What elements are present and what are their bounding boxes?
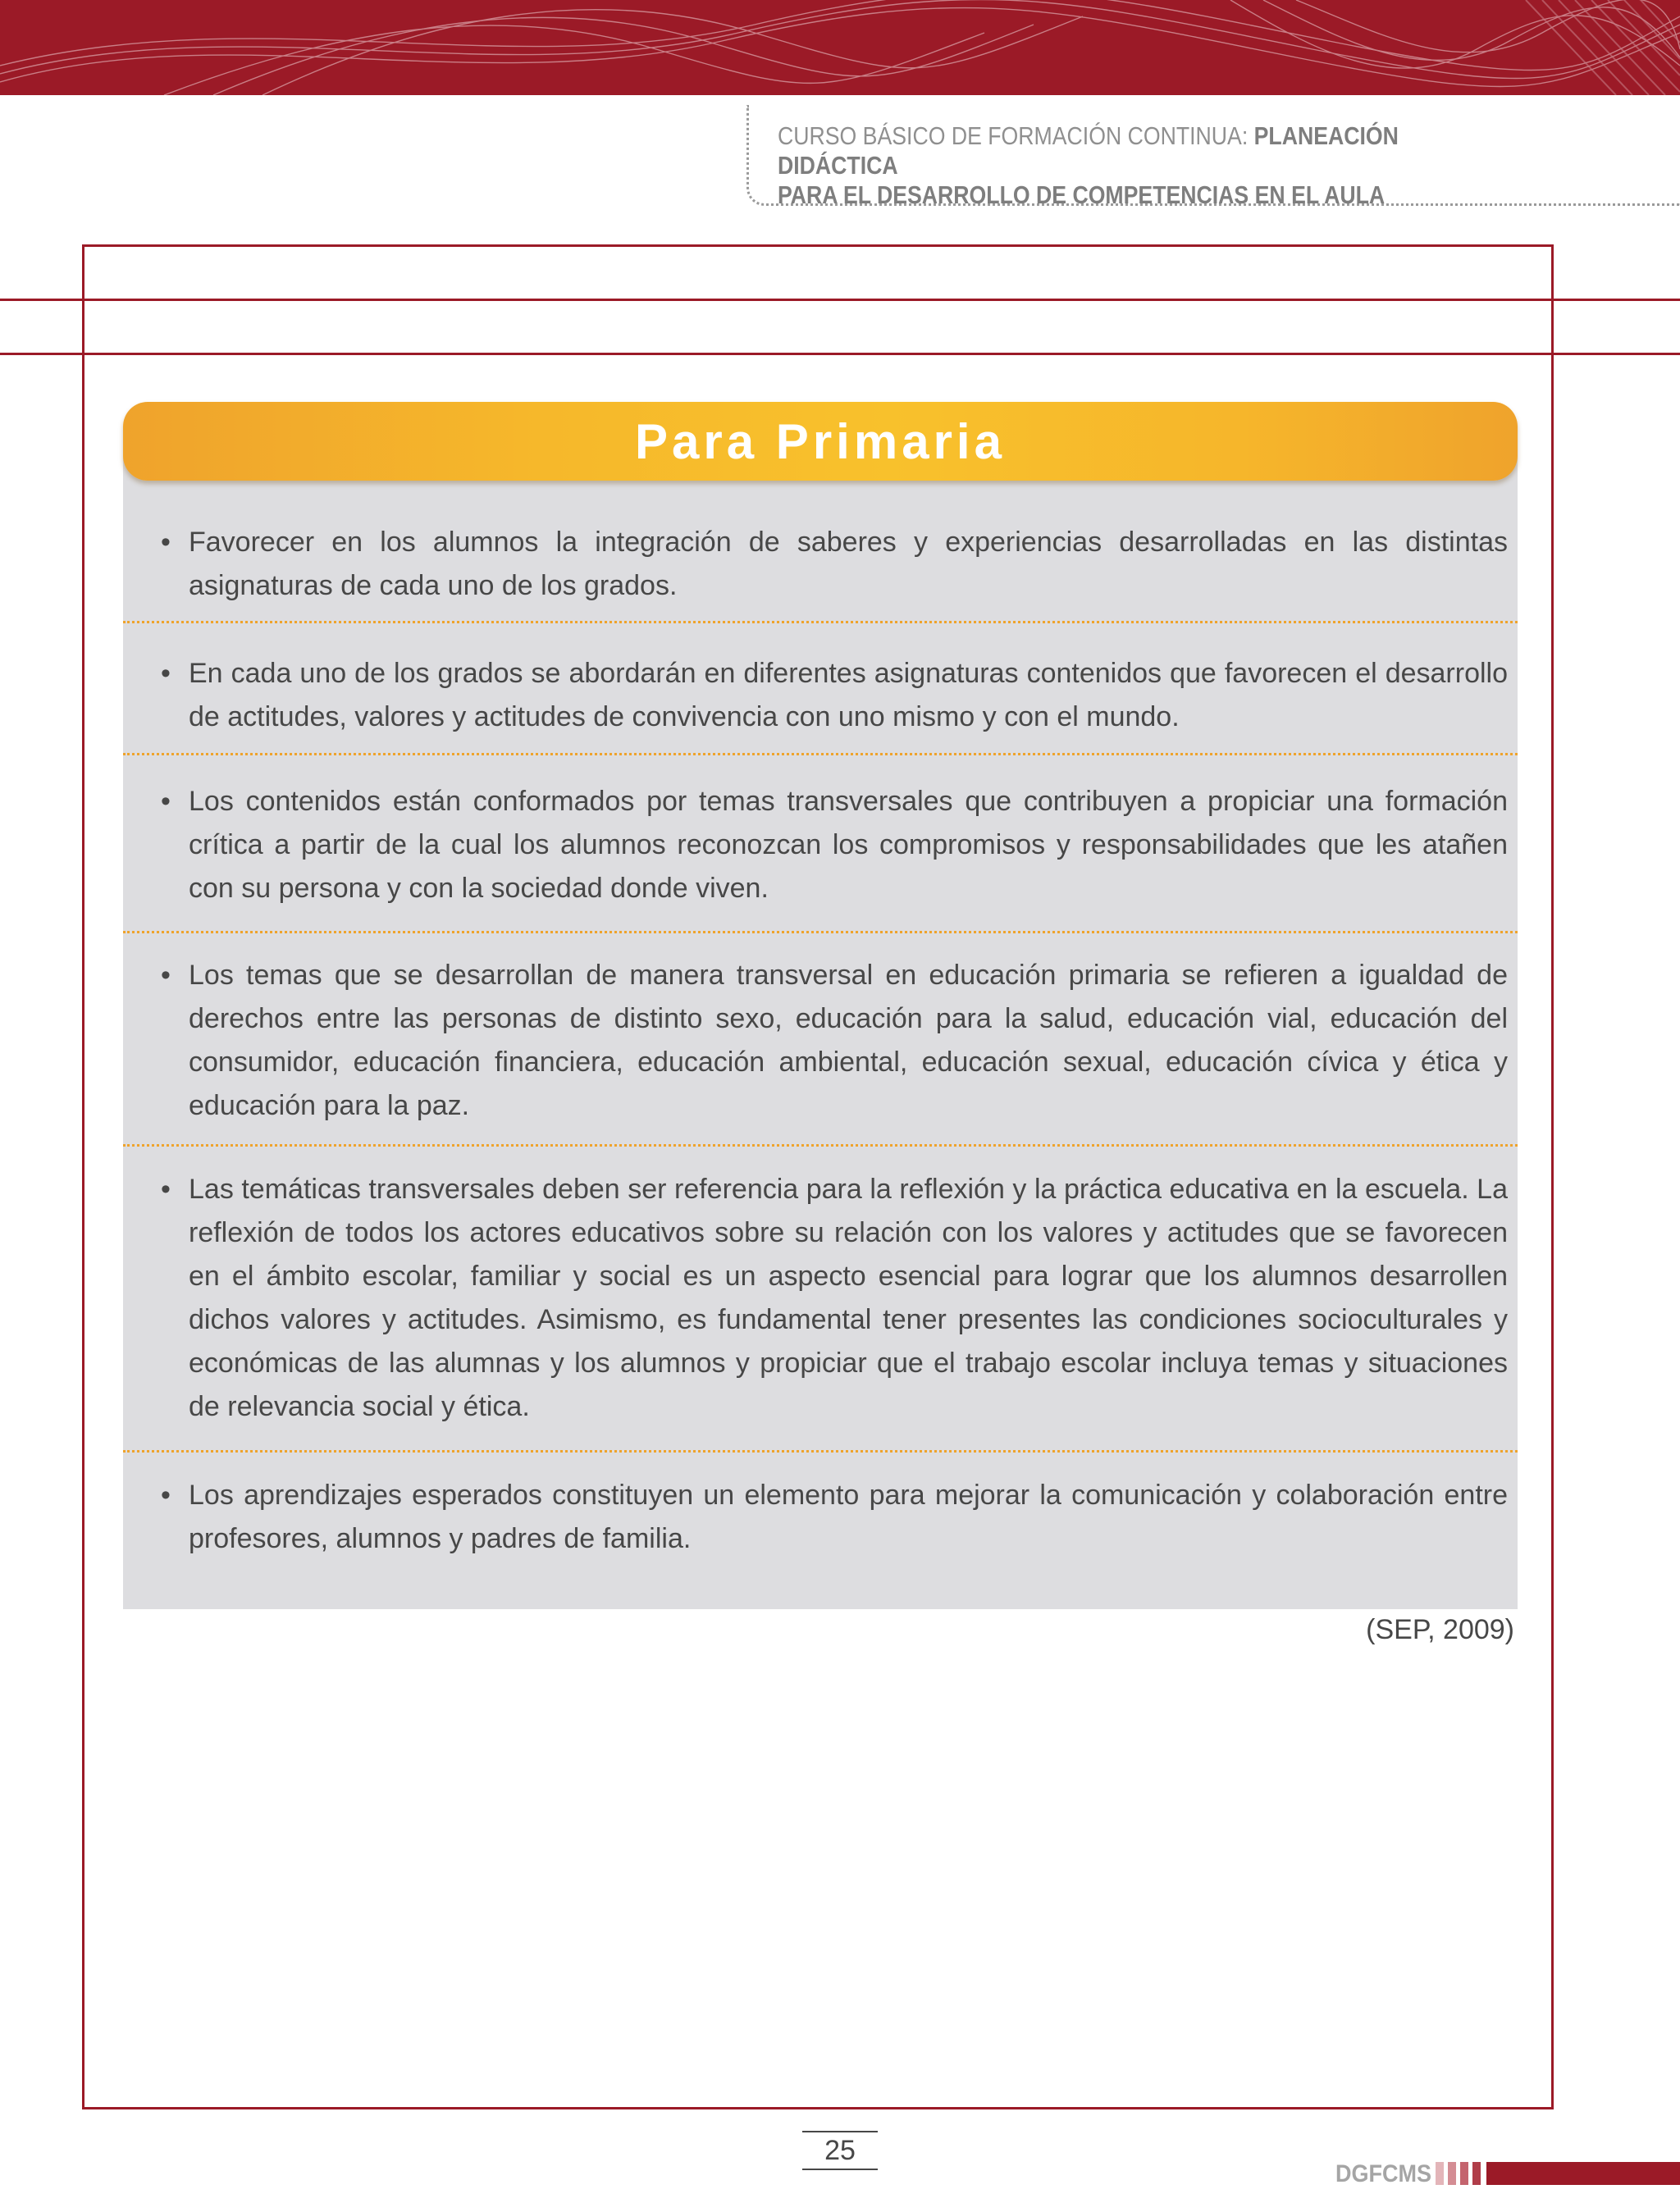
item-separator xyxy=(123,753,1518,755)
item-separator xyxy=(123,621,1518,623)
list-item xyxy=(161,1474,1508,1561)
course-header-bold-2: PARA EL DESARROLLO DE COMPETENCIAS EN EL AULA xyxy=(778,180,1386,209)
list-item xyxy=(161,1168,1508,1429)
page-number: 25 xyxy=(802,2131,878,2170)
brand-bars-decoration xyxy=(1436,2162,1481,2185)
course-header xyxy=(778,121,1483,210)
item-separator xyxy=(123,931,1518,933)
brand-label: DGFCMS xyxy=(1335,2160,1431,2187)
brand-stripe xyxy=(1486,2162,1680,2185)
bullet-icon: • xyxy=(161,1174,171,1205)
bullet-icon: • xyxy=(161,786,171,817)
citation: (SEP, 2009) xyxy=(1366,1614,1514,1645)
wave-pattern-decoration xyxy=(0,0,1680,95)
course-header-light: CURSO BÁSICO DE FORMACIÓN CONTINUA: xyxy=(778,121,1249,150)
list-item-text: Los contenidos están conformados por temas transversales que contribuyen a propiciar una formación crítica a partir de la cual los alumnos reconozcan los compromisos y responsabilidades que les atañen con su persona y con la sociedad donde viven. xyxy=(189,786,1508,904)
item-separator xyxy=(123,1450,1518,1453)
list-item-text: Favorecer en los alumnos la integración de saberes y experiencias desarrolladas en las distintas asignaturas de cada uno de los grados. xyxy=(189,527,1508,601)
list-item-text: En cada uno de los grados se abordarán en diferentes asignaturas contenidos que favorecen el desarrollo de actitudes, valores y actitudes de convivencia con uno mismo y con el mundo. xyxy=(189,658,1508,732)
list-item xyxy=(161,954,1508,1128)
list-item-text: Los aprendizajes esperados constituyen un elemento para mejorar la comunicación y colaboración entre profesores, alumnos y padres de familia. xyxy=(189,1480,1508,1554)
bullet-icon: • xyxy=(161,960,171,991)
bullet-icon: • xyxy=(161,658,171,689)
panel-title-bar xyxy=(123,402,1518,481)
list-item xyxy=(161,652,1508,739)
list-item-text: Los temas que se desarrollan de manera transversal en educación primaria se refieren a igualdad de derechos entre las personas de distinto sexo, educación para la salud, educación vial, educación del consumidor, educación financiera, educación ambiental, educación sexual, educación cívica y ética y educación para la paz. xyxy=(189,960,1508,1121)
item-separator xyxy=(123,1144,1518,1147)
top-banner xyxy=(0,0,1680,95)
horizontal-rule-top xyxy=(0,299,1680,301)
panel-title: Para Primaria xyxy=(635,413,1006,469)
horizontal-rule-bottom xyxy=(0,353,1680,355)
bullet-icon: • xyxy=(161,1480,171,1511)
list-item xyxy=(161,780,1508,910)
bullet-icon: • xyxy=(161,527,171,558)
list-item-text: Las temáticas transversales deben ser referencia para la reflexión y la práctica educativa en la escuela. La reflexión de todos los actores educativos sobre su relación con los valores y actitudes que se favorecen en el ámbito escolar, familiar y social es un aspecto esencial para lograr que los alumnos desarrollen dichos valores y actitudes. Asimismo, es fundamental tener presentes las condiciones socioculturales y económicas de las alumnas y los alumnos y propiciar que el trabajo escolar incluya temas y situaciones de relevancia social y ética. xyxy=(189,1174,1508,1422)
course-header-bold-1: PLANEACIÓN DIDÁCTICA xyxy=(778,121,1399,180)
list-item xyxy=(161,521,1508,608)
